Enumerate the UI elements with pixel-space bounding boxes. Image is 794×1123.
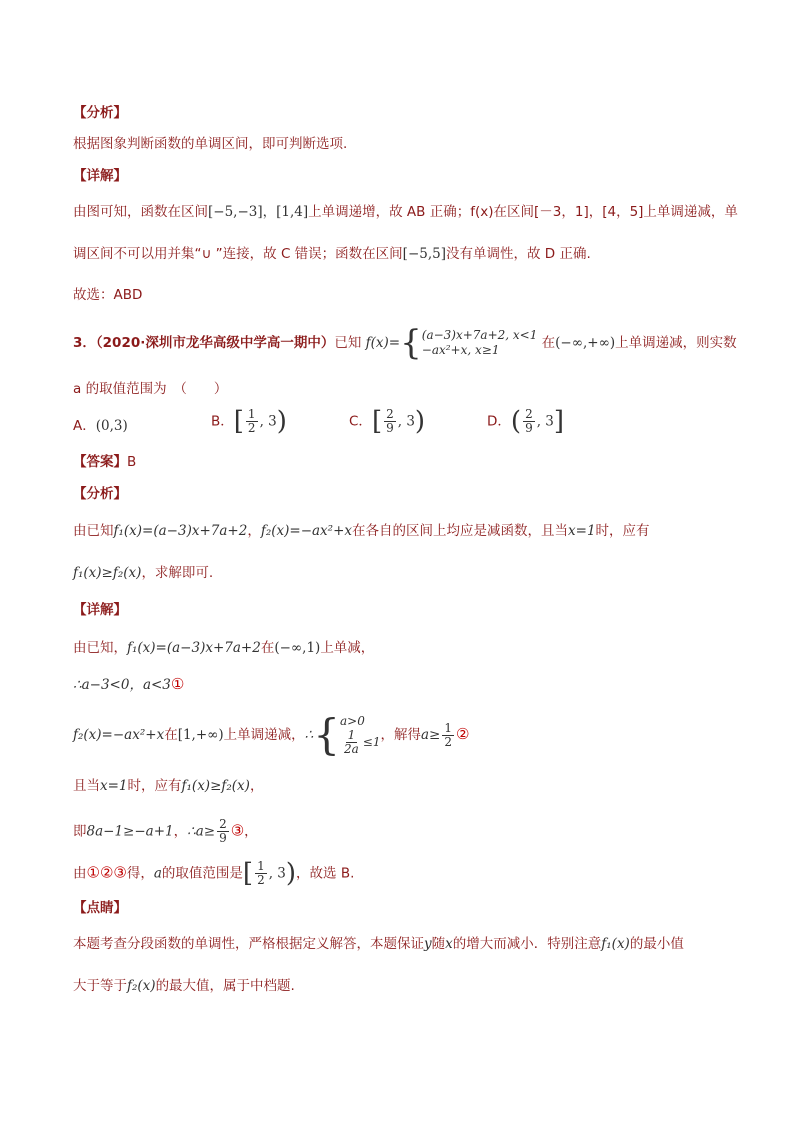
math-inequality: f₁(x)≥f₂(x)	[73, 565, 142, 581]
option-b[interactable]: B．[ $\frac{1}{2}$ , 3)	[211, 406, 287, 437]
analysis-heading: 【分析】	[73, 105, 127, 121]
analysis-text: 在各自的区间上均应是减函数，且当	[352, 523, 569, 539]
option-label: D．	[487, 413, 511, 430]
domain-interval: (−∞,+∞)	[555, 335, 616, 351]
detail-text: ，解得	[380, 727, 421, 743]
detail-text: 在	[164, 727, 178, 743]
answer-value: B	[127, 454, 137, 470]
option-label: C．	[349, 413, 372, 430]
detail-text: 由	[73, 865, 87, 882]
comment-text: 的最小值	[629, 936, 684, 952]
detail-text: 在	[260, 640, 275, 656]
analysis-heading-2: 【分析】	[73, 486, 127, 502]
question-text: 在	[541, 335, 556, 351]
detail-text: 时，应有	[127, 778, 182, 794]
math-equation: 8a−1≥−a+1	[86, 823, 174, 840]
detail-text: 的取值范围是	[161, 865, 243, 882]
detail-2-line-1	[73, 638, 374, 658]
question-source: （2020·深圳市龙华高级中学高一期中）	[95, 335, 335, 351]
math-variable: a	[153, 865, 162, 882]
detail-text: 由已知，	[73, 640, 127, 656]
math-f2: f₂(x)	[127, 978, 156, 994]
circled-number: ①	[170, 675, 185, 693]
detail-text: 且当	[73, 778, 100, 794]
detail-text: ，	[173, 823, 188, 840]
detail-text: 调区间不可以用并集“∪ ”连接，故 C 错误；函数在区间	[73, 246, 403, 262]
fraction: $\frac{1}{2}$	[444, 720, 453, 749]
detail-text: 即	[73, 823, 87, 840]
question-number: 3．	[73, 335, 96, 351]
detail-text: 由图可知，函数在区间	[73, 204, 208, 220]
option-value: (0,3)	[95, 418, 128, 434]
detail-text: ，	[249, 778, 264, 794]
math-f2: f₂(x)=−ax²+x	[73, 727, 165, 743]
option-label: A．	[73, 418, 96, 434]
analysis-2-line-2	[73, 563, 213, 583]
math-x: x=1	[100, 778, 128, 794]
analysis-text: 根据图象判断函数的单调区间，即可判断选项.	[73, 136, 348, 152]
detail-text: 得，	[126, 865, 154, 882]
detail-heading-2: 【详解】	[73, 602, 127, 618]
function-name: f(x)=	[365, 335, 401, 351]
math-interval: [−5,5]	[402, 246, 446, 262]
piece-1: (a−3)x+7a+2, x<1	[421, 328, 538, 342]
question-text: 已知	[334, 335, 362, 351]
brace: {	[400, 323, 422, 363]
choice-line: 故选：ABD	[73, 287, 143, 303]
question-3-line-1	[73, 323, 737, 363]
answer-heading: 【答案】	[73, 454, 127, 470]
circled-numbers: ①②③	[86, 863, 127, 882]
detail-2-line-5	[73, 818, 258, 848]
math-f2: f₂(x)=−ax²+x	[260, 523, 353, 539]
analysis-text: 由已知	[73, 523, 114, 539]
piece-2: −ax²+x, x≥1	[421, 343, 500, 357]
fraction: $\frac{2}{9}$	[219, 817, 227, 845]
math-inequality: f₁(x)≥f₂(x)	[181, 778, 250, 794]
math-f1: f₁(x)	[601, 936, 630, 952]
detail-text: 上单调递增，故 AB 正确；	[308, 204, 471, 220]
math-x: x=1	[568, 523, 596, 539]
detail-2-line-2	[73, 674, 184, 695]
detail-line-1	[73, 202, 738, 222]
detail-text: 上单减，	[320, 640, 375, 656]
detail-text: f(x)在区间[－3，1]，[4，5]上单调递减，单	[470, 204, 738, 220]
fraction: $\frac{1}{2}$	[247, 407, 256, 435]
math-f1: f₁(x)=(a−3)x+7a+2	[127, 640, 261, 656]
inequality-system: a>0 $\frac{1}{2a}$ ≤1	[340, 714, 381, 756]
analysis-2-line-1	[73, 521, 650, 541]
option-d[interactable]: D．( $\frac{2}{9}$ , 3]	[487, 406, 565, 437]
fraction: $\frac{2}{9}$	[525, 407, 533, 435]
question-text: 上单调递减，则实数	[615, 335, 737, 351]
detail-text: 上单调递减，	[223, 727, 305, 743]
options-row	[73, 406, 753, 444]
math-y: y	[424, 936, 432, 952]
question-3-line-2: a 的取值范围为 （ ）	[73, 381, 228, 397]
detail-2-line-6: 由①②③得，a的取值范围是[ $\frac{1}{2}$ , 3)，故选 B.	[73, 858, 355, 889]
detail-text: ，故选 B.	[296, 865, 355, 882]
detail-2-line-3: f₂(x)=−ax²+x在[1,+∞)上单调递减，∴{ a>0 $\frac{1}{2a}$ ≤1 ，解得a≥ $\frac{1}{2}$ ②	[73, 710, 470, 759]
comment-text: 的增大而减小．特别注意	[452, 936, 602, 952]
comment-line-2	[73, 976, 295, 996]
math-result: a≥	[421, 727, 441, 743]
comment-heading: 【点睛】	[73, 900, 127, 916]
circled-number: ②	[456, 725, 470, 743]
math-f1: f₁(x)=(a−3)x+7a+2	[113, 523, 248, 539]
math-interval-tail: , 3	[268, 865, 286, 882]
answer-line	[73, 452, 136, 472]
fraction: $\frac{2}{9}$	[386, 407, 394, 435]
math-result: ∴a≥	[187, 823, 216, 840]
math-interval: [1,+∞)	[177, 727, 224, 743]
detail-text: ，	[244, 823, 258, 840]
math-intervals: [−5,−3]，[1,4]	[208, 204, 309, 220]
option-a[interactable]	[73, 416, 128, 436]
detail-heading: 【详解】	[73, 168, 127, 184]
piecewise-definition	[422, 328, 538, 358]
circled-number: ③	[230, 821, 245, 840]
comment-text: 本题考查分段函数的单调性，严格根据定义解答，本题保证	[73, 936, 424, 952]
option-label: B．	[211, 413, 234, 430]
fraction: $\frac{1}{2}$	[257, 859, 265, 887]
analysis-text: ，求解即可.	[141, 565, 214, 581]
option-c[interactable]: C．[ $\frac{2}{9}$ , 3)	[349, 406, 426, 437]
detail-line-2	[73, 244, 591, 264]
comment-text: 大于等于	[73, 978, 127, 994]
comment-text: 随	[431, 936, 446, 952]
detail-text: 没有单调性，故 D 正确.	[446, 246, 591, 262]
detail-2-line-4	[73, 776, 263, 796]
comment-line-1	[73, 934, 684, 954]
math-condition: ∴a−3<0，a<3	[73, 677, 171, 693]
comment-text: 的最大值，属于中档题.	[155, 978, 295, 994]
separator: ，	[247, 523, 261, 539]
math-x: x	[445, 936, 453, 952]
analysis-text: 时，应有	[595, 523, 650, 539]
math-interval: (−∞,1)	[274, 640, 321, 656]
